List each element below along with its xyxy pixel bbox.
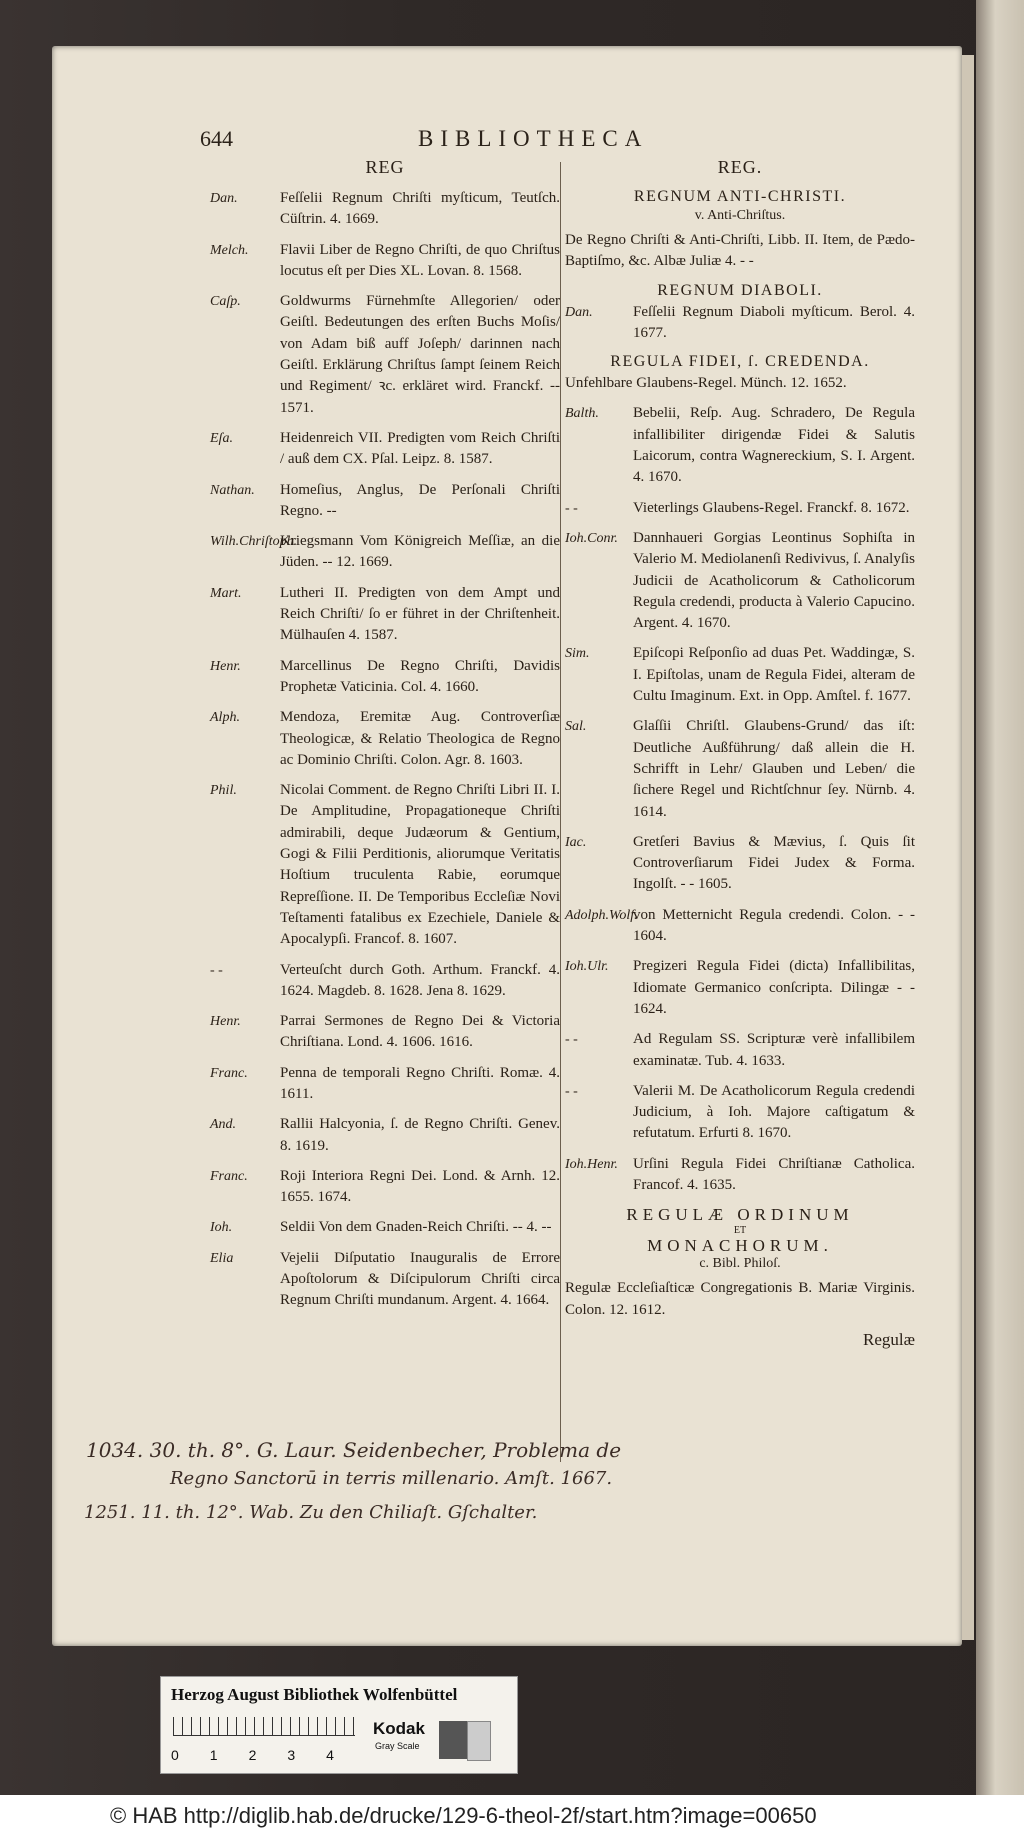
section-head-et: ET [733, 1225, 747, 1237]
bibliography-entry [565, 832, 915, 896]
section-head: REGULA FIDEI, ſ. CREDENDA. [610, 353, 870, 371]
left-column-head: REG [365, 157, 405, 177]
bibliography-entry [565, 1029, 915, 1072]
entry-text: Feſſelii Regnum Diaboli myſticum. Berol. 4. 1677. [633, 303, 915, 341]
bibliography-entry [210, 188, 560, 231]
running-head: BIBLIOTHECA [418, 126, 649, 151]
author-forename: Melch. [210, 242, 249, 258]
entry-text: Verteuſcht durch Goth. Arthum. Franckf. 4. 1624. Magdeb. 8. 1628. Jena 8. 1629. [280, 961, 560, 999]
entry-text: Penna de temporali Regno Chriſti. Romæ. 4. 1611. [280, 1064, 560, 1102]
ruler-numbers: 01234 [171, 1747, 365, 1763]
bibliography-entry [210, 1166, 560, 1209]
gray-swatch-light [467, 1721, 491, 1761]
author-forename: Elia [210, 1250, 234, 1266]
page-number: 644 [200, 126, 233, 151]
entry-text: De Regno Chriſti & Anti-Chriſti, Libb. II. Item, de Pædo-Baptiſmo, &c. Albæ Juliæ 4. - - [565, 232, 915, 270]
bibliography-entry [565, 905, 915, 948]
entry-text: Parrai Sermones de Regno Dei & Victoria Chriſtiana. Lond. 4. 1606. 1616. [280, 1013, 560, 1051]
author-forename: Franc. [210, 1065, 248, 1081]
entry-text: Roji Interiora Regni Dei. Lond. & Arnh. 12. 1655. 1674. [280, 1167, 560, 1206]
author-forename: Wilh.Chriſtoph. [210, 534, 298, 550]
bibliography-entry [565, 403, 915, 488]
bibliography-entry [210, 583, 560, 647]
entry-text: Urſini Regula Fidei Chriſtianæ Catholica. Francof. 4. 1635. [633, 1155, 915, 1193]
copyright-url[interactable]: © HAB http://diglib.hab.de/drucke/129-6-theol-2f/start.htm?image=00650 [110, 1803, 817, 1828]
entry-text: Homeſius, Anglus, De Perſonali Chriſti Regno. -- [280, 481, 560, 519]
entry-text: Unfehlbare Glaubens-Regel. Münch. 12. 1652. [565, 375, 847, 392]
bibliography-entry [210, 1011, 560, 1054]
author-forename: - - [565, 1083, 578, 1099]
entry-text: Heidenreich VII. Predigten vom Reich Chriſti / auß dem CX. Pſal. Leipz. 8. 1587. [280, 429, 560, 468]
bibliography-entry [210, 480, 560, 523]
entry-text: Pregizeri Regula Fidei (dicta) Infallibilitas, Idiomate Germanico conſcripta. Dilingæ - - 1624. [633, 958, 915, 1017]
section-head-regulae: REGULÆ ORDINUM [626, 1205, 854, 1225]
author-forename: Henr. [210, 1014, 241, 1030]
bibliography-entry [210, 428, 560, 471]
bibliography-entry [565, 956, 915, 1020]
bibliography-entry [210, 1248, 560, 1312]
entry-text: Ad Regulam SS. Scripturæ verè infallibilem examinatæ. Tub. 4. 1633. [633, 1031, 915, 1069]
bibliography-entry [565, 528, 915, 634]
bibliography-entry [565, 716, 915, 822]
handwritten-note-line-2: Regno Sanctorū in terris millenario. Amſt. 1667. [170, 1468, 613, 1489]
entry-text: Lutheri II. Predigten von dem Ampt und Reich Chriſti/ ſo er führet in der Chriſtenheit. Mülhauſen 4. 1587. [280, 584, 560, 644]
bibliography-entry [210, 1063, 560, 1106]
entry-text: Goldwurms Fürnehmſte Allegorien/ oder Geiſtl. Bedeutungen des erſten Buchs Moſis/ von Adam biß auff Joſeph/ darinnen nach Geiſtl. Erklärung Chriſtus ſampt ſeinem Reich und Regiment/ ꝛc. erkläret wird. Franckf. -- 1571. [280, 293, 560, 416]
author-forename: Franc. [210, 1168, 248, 1184]
left-entry-list [210, 188, 560, 1312]
entry-text: Flavii Liber de Regno Chriſti, de quo Chriſtus locutus eſt per Dies XL. Lovan. 8. 1568. [280, 241, 560, 279]
author-forename: Nathan. [210, 482, 255, 498]
entry-text: Vejelii Diſputatio Inauguralis de Errore Apoſtolorum & Diſcipulorum Chriſti circa Regnum Chriſti mundanum. Argent. 4. 1664. [280, 1249, 560, 1309]
author-forename: Sal. [565, 719, 587, 735]
bibliography-entry [210, 291, 560, 419]
handwritten-note-line-3: 1251. 11. th. 12°. Wab. Zu den Chiliaſt. Gſchalter. [84, 1502, 538, 1523]
bibliography-entry [210, 707, 560, 771]
entry-text: Dannhaueri Gorgias Leontinus Sophiſta in Valerio M. Mediolanenſi Redivivus, ſ. Analyſis Judicii de Acatholicorum & Catholicorum Regula credendi, producta à Valerio Capucino. Argent. 4. 1670. [633, 529, 915, 632]
author-forename: - - [565, 500, 578, 516]
entry-text: Mendoza, Eremitæ Aug. Controverſiæ Theologicæ, & Relatio Theologica de Regno ac Dominio Chriſti. Colon. Agr. 8. 1603. [280, 709, 560, 768]
bibliography-entry [565, 1081, 915, 1145]
entry-text: Glaſſii Chriſtl. Glaubens-Grund/ das iſt: Deutliche Außführung/ daß allein die H. Schrifft in Lehr/ Glauben und Leben/ die ſichere Regel und Richtſchnur ſey. Nürnb. 4. 1614. [633, 718, 915, 820]
author-forename: Henr. [210, 658, 241, 674]
footer-bar [0, 1795, 1024, 1835]
catchword: Regulæ [863, 1329, 915, 1349]
author-forename: Ioh. [210, 1220, 233, 1236]
author-forename: Ioh.Henr. [565, 1156, 618, 1172]
entry-text: Marcellinus De Regno Chriſti, Davidis Prophetæ Vaticinia. Col. 4. 1660. [280, 657, 560, 695]
bibliography-entry [565, 498, 915, 519]
handwritten-note-line-1: 1034. 30. th. 8°. G. Laur. Seidenbecher, Problema de [86, 1438, 622, 1462]
section-head-monachorum: MONACHORUM. [647, 1236, 833, 1256]
entry-text: Kriegsmann Vom Königreich Meſſiæ, an die Jüden. -- 12. 1669. [280, 533, 560, 571]
author-forename: Caſp. [210, 294, 241, 310]
author-forename: Sim. [565, 646, 590, 662]
right-column [565, 155, 915, 1350]
author-forename: Adolph.Wolf. [565, 907, 638, 923]
entry-text: Feſſelii Regnum Chriſti myſticum, Teutſch. Cüſtrin. 4. 1669. [280, 190, 560, 228]
bibliography-entry [565, 1154, 915, 1197]
author-forename: Ioh.Ulr. [565, 959, 609, 975]
bibliography-entry [210, 960, 560, 1003]
section-head: REGNUM DIABOLI. [657, 281, 823, 299]
author-forename: Dan. [210, 191, 238, 206]
author-forename: And. [210, 1117, 237, 1133]
bibliography-entry [565, 302, 915, 345]
author-forename: Phil. [210, 783, 237, 799]
entry-text: Rallii Halcyonia, ſ. de Regno Chriſti. Genev. 8. 1619. [280, 1116, 560, 1154]
author-forename: Iac. [565, 834, 587, 850]
entry-text: Gretſeri Bavius & Mævius, ſ. Quis ſit Controverſiarum Fidei Judex & Forma. Ingolſt. - - 1605. [633, 833, 915, 893]
section-cross-reference: c. Bibl. Philoſ. [699, 1256, 781, 1272]
author-forename: - - [210, 962, 223, 978]
page-shadow-edge [962, 55, 974, 1640]
bibliography-entry [210, 656, 560, 699]
entry-text: Nicolai Comment. de Regno Chriſti Libri II. I. De Amplitudine, Propagationeque Chriſti admirabili, deque Judæorum & Gentium, Gogi & Filii Perditionis, aliorumque Veritatis Hoſtium truculenta Rabie, eorumque Repreſſione. II. De Temporibus Eccleſiæ Novi Teſtamenti fatalibus ex Ezechiele, Daniele & Apocalypſi. Francof. 8. 1607. [280, 782, 560, 948]
right-column-head: REG. [717, 157, 763, 177]
column-divider [560, 162, 561, 1462]
gray-swatch-dark [439, 1721, 467, 1759]
author-forename: Eſa. [210, 430, 233, 446]
scale-ruler [173, 1717, 355, 1736]
bibliography-entry [210, 240, 560, 283]
bibliography-entry [210, 531, 560, 574]
bibliography-entry [210, 1217, 560, 1238]
author-forename: - - [565, 1032, 578, 1048]
author-forename: Balth. [565, 406, 599, 422]
author-forename: Alph. [210, 710, 240, 726]
next-page-edge [976, 0, 1024, 1795]
left-column [210, 155, 560, 1321]
library-color-card [160, 1676, 518, 1774]
gray-scale-label: Gray Scale [375, 1741, 420, 1751]
author-forename: Dan. [565, 304, 593, 320]
right-section-list [565, 188, 915, 1196]
bibliography-entry [210, 1114, 560, 1157]
section-cross-reference: v. Anti-Chriſtus. [694, 208, 786, 223]
entry-text: Bebelii, Reſp. Aug. Schradero, De Regula infallibiliter dirigendæ Fidei & Salutis Laicorum, contra Wagnereckium, S. I. Argent. 4. 1670. [633, 405, 915, 486]
author-forename: Mart. [210, 585, 242, 601]
entry-text: Epiſcopi Reſponſio ad duas Pet. Waddingæ, S. I. Epiſtolas, unam de Regula Fidei, alteram de Cultu Imaginum. Ext. in Opp. Amſtel. f. 1677. [633, 645, 915, 705]
entry-text: Regulæ Eccleſiaſticæ Congregationis B. Mariæ Virginis. Colon. 12. 1612. [565, 1280, 915, 1318]
entry-text: Valerii M. De Acatholicorum Regula credendi Judicium, à Ioh. Majore caſtigatum & refutatum. Erfurti 8. 1670. [633, 1082, 915, 1142]
bibliography-entry [210, 780, 560, 950]
bibliography-entry [565, 643, 915, 707]
section-head: REGNUM ANTI-CHRISTI. [633, 188, 847, 205]
library-name: Herzog August Bibliothek Wolfenbüttel [171, 1685, 458, 1704]
entry-text: Vieterlings Glaubens-Regel. Franckf. 8. 1672. [633, 499, 910, 516]
author-forename: Ioh.Conr. [565, 530, 618, 546]
kodak-logo: Kodak [373, 1719, 425, 1738]
entry-text: Seldii Von dem Gnaden-Reich Chriſti. -- 4. -- [280, 1219, 552, 1236]
entry-text: von Metternicht Regula credendi. Colon. - - 1604. [633, 906, 915, 945]
